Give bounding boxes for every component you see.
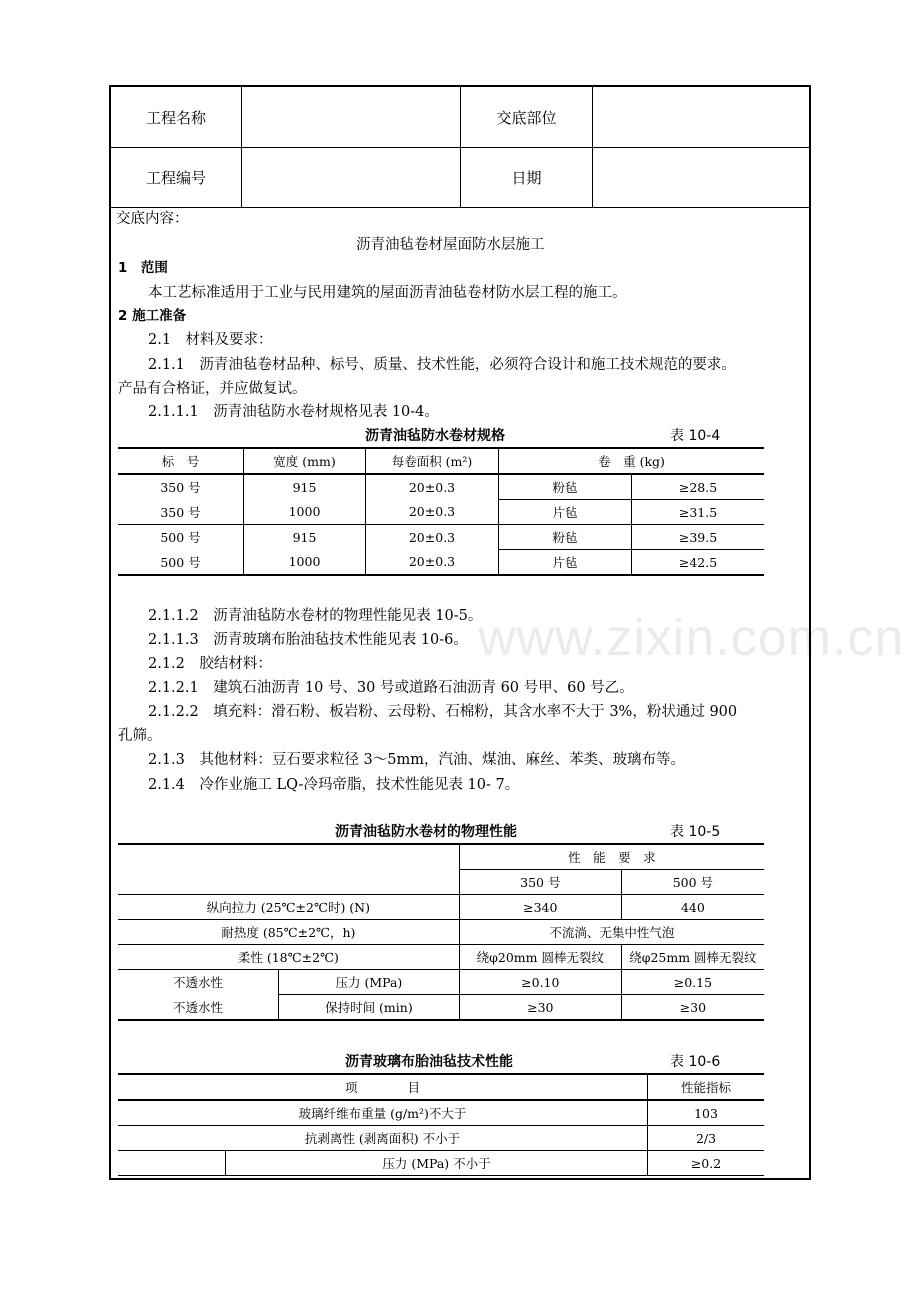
para-2-1-2-1: 2.1.2.1 建筑石油沥青 10 号、30 号或道路石油沥青 60 号甲、60 号乙。 — [148, 680, 634, 696]
cell: 保持时间 (min) — [279, 995, 460, 1021]
para-2-1-2: 2.1.2 胶结材料： — [148, 656, 272, 672]
date-label: 日期 — [511, 168, 542, 187]
para-2-1-1-b: 产品有合格证，并应做复试。 — [118, 381, 307, 397]
table-row — [118, 970, 764, 995]
cell: ≥0.10 — [459, 970, 621, 995]
cell: 1000 — [244, 550, 366, 576]
table-10-4-caption: 沥青油毡防水卷材规格 — [365, 428, 505, 444]
header-row-2 — [111, 147, 809, 208]
cell: 915 — [244, 474, 366, 500]
cell: 不透水性 — [118, 970, 279, 995]
cell: ≥0.15 — [621, 970, 764, 995]
cell: 片毡 — [499, 550, 632, 576]
cell: ≥30 — [459, 995, 621, 1021]
cell: ≥30 — [679, 999, 707, 1015]
para-2-1-1-1: 2.1.1.1 沥青油毡防水卷材规格见表 10-4。 — [148, 404, 439, 420]
cell: 不透水性 — [118, 995, 279, 1021]
cell: 纵向拉力 (25℃±2℃时) (N) — [118, 895, 459, 920]
para-2-1-2-2-a: 2.1.2.2 填充料：滑石粉、板岩粉、云母粉、石棉粉，其含水率不大于 3%，粉状通过 900 — [148, 704, 738, 720]
cell: ≥340 — [459, 895, 621, 920]
cell: 440 — [680, 899, 705, 915]
cell: 20±0.3 — [366, 525, 499, 550]
col-500-header: 500 号 — [621, 870, 764, 895]
para-2-1-1-2: 2.1.1.2 沥青油毡防水卷材的物理性能见表 10-5。 — [148, 608, 483, 624]
para-2-1-1-a: 2.1.1 沥青油毡卷材品种、标号、质量、技术性能，必须符合设计和施工技术规范的要求。 — [148, 357, 736, 373]
cell: 粉毡 — [499, 474, 632, 500]
handover-part-label: 交底部位 — [496, 108, 557, 127]
cell: 20±0.3 — [366, 474, 499, 500]
para-2-1-2-2-b: 孔筛。 — [118, 728, 162, 744]
table-row — [118, 500, 764, 525]
perf-header: 性 能 要 求 — [459, 844, 764, 870]
table-row — [118, 895, 764, 920]
table-row — [118, 920, 764, 945]
cell: 粉毡 — [499, 525, 632, 550]
cell: 350 号 — [118, 474, 244, 500]
para-2-1-3: 2.1.3 其他材料：豆石要求粒径 3～5mm，汽油、煤油、麻丝、苯类、玻璃布等。 — [148, 752, 685, 768]
table-row — [118, 945, 764, 970]
table-row — [118, 1151, 764, 1176]
header-cell: 标 号 — [118, 448, 244, 474]
project-name-label: 工程名称 — [145, 108, 206, 127]
date-value — [593, 147, 811, 207]
project-number-value — [242, 147, 460, 207]
table-10-5-caption: 沥青油毡防水卷材的物理性能 — [335, 824, 517, 840]
cell: 不流淌、无集中性气泡 — [549, 925, 675, 940]
cell: 2/3 — [648, 1126, 765, 1151]
table-row — [118, 448, 764, 474]
table-row — [118, 995, 764, 1021]
cell: 压力 (MPa) 不小于 — [226, 1151, 648, 1176]
table-10-5 — [118, 843, 764, 1021]
cell: 绕φ20mm 圆棒无裂纹 — [459, 945, 621, 970]
table-row — [118, 1074, 764, 1100]
cell: 500 号 — [118, 525, 244, 550]
header-index: 性能指标 — [680, 1080, 731, 1095]
table-row — [118, 525, 764, 550]
table-10-6-number: 表 10-6 — [670, 1054, 721, 1070]
header-cell: 宽度 (mm) — [244, 448, 366, 474]
cell: 20±0.3 — [366, 500, 499, 525]
para-2-1: 2.1 材料及要求： — [148, 332, 273, 348]
table-10-4 — [118, 447, 764, 576]
cell: ≥31.5 — [678, 504, 718, 520]
table-row — [118, 844, 764, 870]
project-number-label: 工程编号 — [145, 168, 206, 187]
cell: 绕φ25mm 圆棒无裂纹 — [629, 950, 757, 965]
cell: ≥39.5 — [632, 525, 765, 550]
table-10-5-number: 表 10-5 — [670, 824, 721, 840]
cell: 抗剥离性 (剥离面积) 不小于 — [118, 1126, 648, 1151]
cell: 片毡 — [499, 500, 632, 525]
cell: 1000 — [244, 500, 366, 525]
cell: 玻璃纤维布重量 (g/m²)不大于 — [118, 1100, 648, 1126]
cell: 500 号 — [118, 550, 244, 576]
table-row — [118, 550, 764, 576]
cell: 915 — [244, 525, 366, 550]
cell: 压力 (MPa) — [279, 970, 460, 995]
cell: 耐热度 (85℃±2℃，h) — [118, 920, 459, 945]
cell: 350 号 — [118, 500, 244, 525]
section-2-heading: 2 施工准备 — [118, 308, 187, 324]
cell — [118, 1151, 226, 1176]
para-2-1-4: 2.1.4 冷作业施工 LQ-冷玛帝脂，技术性能见表 10- 7。 — [148, 777, 520, 793]
section-1-text: 本工艺标准适用于工业与民用建筑的屋面沥青油毡卷材防水层工程的施工。 — [148, 285, 627, 301]
handover-part-value — [593, 87, 811, 147]
header-cell: 每卷面积 (m²) — [366, 448, 499, 474]
intro-label: 交底内容： — [116, 211, 189, 227]
cell: ≥0.2 — [648, 1151, 765, 1176]
table-10-6 — [118, 1073, 764, 1176]
cell — [118, 844, 459, 895]
header-item: 项 目 — [118, 1074, 648, 1100]
section-1-heading: 1 范围 — [118, 260, 168, 276]
table-row — [118, 1126, 764, 1151]
project-name-value — [242, 87, 460, 147]
header-cell: 卷 重 (kg) — [598, 454, 665, 469]
cell: 20±0.3 — [366, 550, 499, 576]
cell: 103 — [694, 1105, 718, 1121]
cell: ≥42.5 — [678, 554, 718, 570]
doc-title: 沥青油毡卷材屋面防水层施工 — [356, 237, 545, 253]
table-10-4-number: 表 10-4 — [670, 428, 721, 444]
watermark: www.zixin.com.cn — [478, 609, 905, 667]
cell: 柔性 (18℃±2℃) — [118, 945, 459, 970]
cell: ≥28.5 — [632, 474, 765, 500]
table-row — [118, 1100, 764, 1126]
table-10-6-caption: 沥青玻璃布胎油毡技术性能 — [345, 1054, 513, 1070]
table-row — [118, 474, 764, 500]
header-row-1 — [111, 87, 809, 148]
col-350-header: 350 号 — [459, 870, 621, 895]
para-2-1-1-3: 2.1.1.3 沥青玻璃布胎油毡技术性能见表 10-6。 — [148, 632, 468, 648]
